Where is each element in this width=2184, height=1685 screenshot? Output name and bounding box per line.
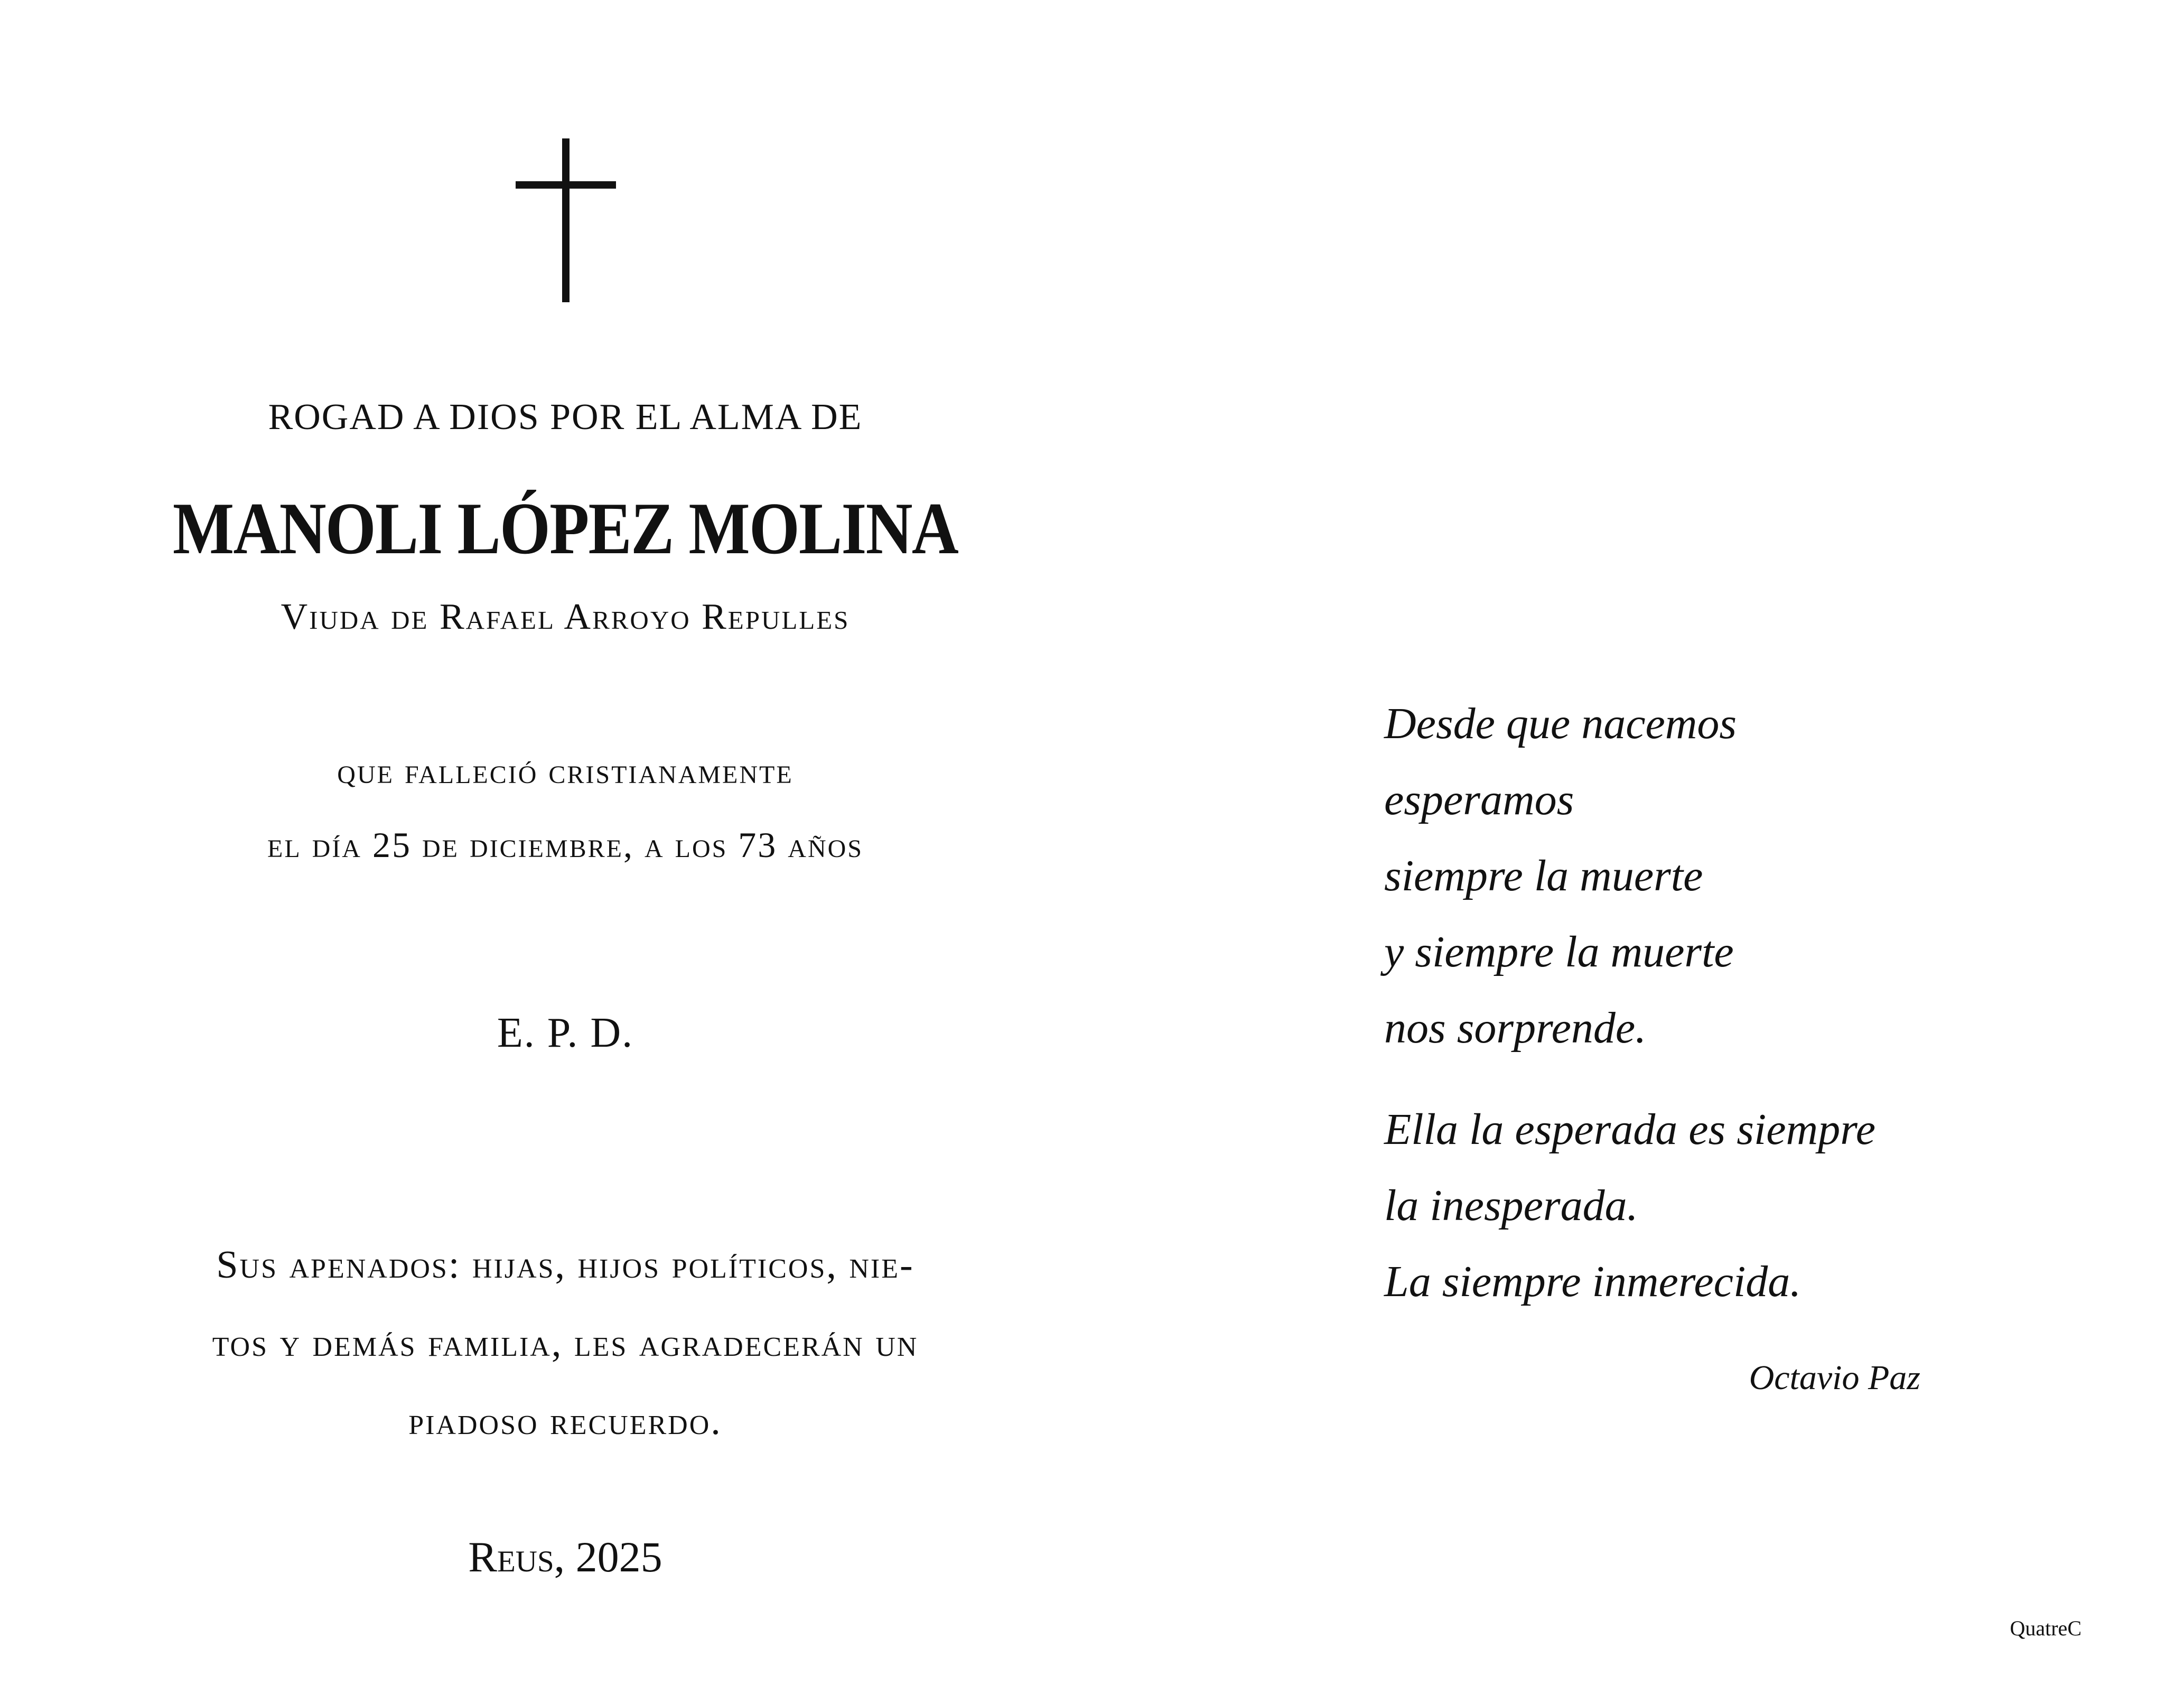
- poem-line: nos sorprende.: [1384, 1003, 1647, 1053]
- family-line: tos y demás familia, les agradecerán un: [212, 1321, 919, 1365]
- poem-line: La siempre inmerecida.: [1384, 1257, 1802, 1306]
- family-line: piadoso recuerdo.: [408, 1400, 722, 1443]
- poem-line: Ella la esperada es siempre: [1384, 1105, 1876, 1154]
- poem-line: la inesperada.: [1384, 1181, 1638, 1230]
- place-date: Reus, 2025: [468, 1533, 662, 1581]
- poem-author: Octavio Paz: [1749, 1358, 1920, 1397]
- poem-line: Desde que nacemos: [1384, 699, 1737, 748]
- poem-line: siempre la muerte: [1384, 851, 1703, 900]
- deceased-name: MANOLI LÓPEZ MOLINA: [172, 488, 958, 570]
- poem-line: y siempre la muerte: [1384, 927, 1734, 976]
- printer-signature: QuatreC: [2010, 1616, 2082, 1640]
- epd-text: E. P. D.: [497, 1010, 634, 1056]
- poem: [1384, 692, 2018, 1326]
- death-line-2: el día 25 de diciembre, a los 73 años: [267, 825, 863, 865]
- prayer-intro: ROGAD A DIOS POR EL ALMA DE: [268, 397, 863, 437]
- stanza-divider: [1384, 1073, 2018, 1098]
- death-line-1: que falleció cristianamente: [337, 751, 794, 791]
- family-message: [106, 1226, 1025, 1460]
- family-line: Sus apenados: hijas, hijos políticos, nie-: [216, 1243, 914, 1287]
- poem-line: esperamos: [1384, 775, 1574, 824]
- widow-of-line: Viuda de Rafael Arroyo Repulles: [281, 597, 850, 637]
- left-panel: [106, 0, 1025, 1685]
